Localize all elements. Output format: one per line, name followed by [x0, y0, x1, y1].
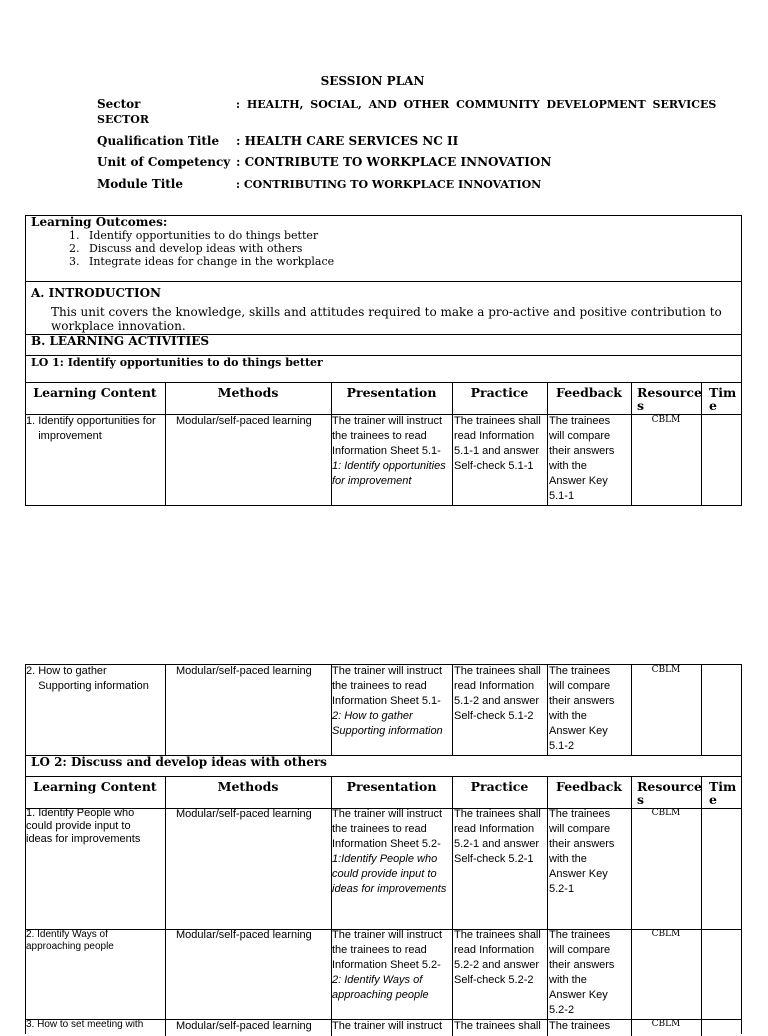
column-header-resources: Resource: [637, 779, 702, 794]
column-header-feedback: Feedback: [556, 385, 622, 400]
column-divider: [701, 664, 702, 755]
lo1-heading: LO 1: Identify opportunities to do things better: [31, 356, 323, 369]
divider: [25, 281, 742, 282]
table-row-content: 2. How to gather Supporting information: [26, 665, 149, 692]
column-header-resources: Resource: [637, 385, 702, 400]
unit-label: Unit of Competency: [97, 155, 231, 169]
learning-outcomes-heading: Learning Outcomes:: [31, 215, 168, 229]
divider: [25, 776, 742, 777]
table-row-practice: The trainees shall read Information 5.1-2 and answer Self-check 5.1-2: [454, 665, 541, 722]
learning-outcome-text: Discuss and develop ideas with others: [89, 242, 303, 255]
column-divider: [165, 664, 166, 755]
table-row-method: Modular/self-paced learning: [176, 808, 312, 820]
table-row-method: Modular/self-paced learning: [176, 929, 312, 941]
column-divider: [547, 776, 548, 1036]
table-row-feedback: The trainees will compare their answers with the Answer Key 5.2-2: [549, 929, 615, 1016]
table-row-method: Modular/self-paced learning: [176, 665, 312, 677]
introduction-text: This unit covers the knowledge, skills and attitudes required to make a pro-active and positive contribution to: [51, 305, 722, 319]
column-divider: [452, 664, 453, 755]
column-header-time: Tim: [709, 779, 737, 794]
learning-outcome-number: 3.: [69, 255, 80, 268]
qualification-value: : HEALTH CARE SERVICES NC II: [236, 134, 459, 148]
column-header-practice: Practice: [470, 779, 529, 794]
learning-activities-heading: B. LEARNING ACTIVITIES: [31, 334, 210, 348]
column-divider: [631, 382, 632, 506]
column-divider: [701, 382, 702, 506]
table-row-method: Modular/self-paced learning: [176, 1020, 312, 1032]
column-header-learning-content: Learning Content: [33, 385, 157, 400]
column-header-presentation: Presentation: [346, 779, 437, 794]
column-header-learning-content: Learning Content: [33, 779, 157, 794]
table-row-presentation: The trainer will instruct the trainees to read Information Sheet 5.2- 1:Identify People who could provide input to ideas for improvements: [332, 808, 447, 895]
table-row-feedback: The trainees will compare their answers with the Answer Key 5.1-1: [549, 415, 615, 502]
column-header-methods: Methods: [217, 385, 279, 400]
divider: [25, 382, 742, 383]
table-row-resource: CBLM: [651, 415, 681, 425]
table-row-feedback: The trainees: [549, 1020, 611, 1032]
column-header-practice: Practice: [470, 385, 529, 400]
table-row-resource: CBLM: [651, 1019, 681, 1029]
table-row-feedback: The trainees will compare their answers with the Answer Key 5.2-1: [549, 808, 615, 895]
table-row-presentation: The trainer will instruct: [332, 1020, 443, 1032]
table-row-practice: The trainees shall read Information 5.2-2 and answer Self-check 5.2-2: [454, 929, 541, 986]
column-header-resources-wrap: s: [637, 792, 645, 807]
column-divider: [165, 776, 166, 1036]
column-header-methods: Methods: [217, 779, 279, 794]
table-row-practice: The trainees shall read Information 5.1-1 and answer Self-check 5.1-1: [454, 415, 541, 472]
table-row-resource: CBLM: [651, 808, 681, 818]
table-row-presentation: The trainer will instruct the trainees to read Information Sheet 5.1- 1: Identify opportunities for improvement: [332, 415, 446, 487]
module-label: Module Title: [97, 177, 183, 191]
module-value: : CONTRIBUTING TO WORKPLACE INNOVATION: [236, 178, 542, 191]
table-row-presentation: The trainer will instruct the trainees to read Information Sheet 5.2- 2: Identify Ways of approaching people: [332, 929, 443, 1001]
sector-label: Sector: [97, 97, 141, 111]
column-divider: [701, 776, 702, 1036]
learning-outcome-text: Integrate ideas for change in the workplace: [89, 255, 335, 268]
qualification-label: Qualification Title: [97, 134, 220, 148]
column-header-time-wrap: e: [709, 792, 717, 807]
column-header-presentation: Presentation: [346, 385, 437, 400]
table-row-resource: CBLM: [651, 665, 681, 675]
learning-outcome-text: Identify opportunities to do things better: [89, 229, 319, 242]
learning-outcome-number: 2.: [69, 242, 80, 255]
table-row-feedback: The trainees will compare their answers with the Answer Key 5.1-2: [549, 665, 615, 752]
column-divider: [452, 776, 453, 1036]
column-header-resources-wrap: s: [637, 398, 645, 413]
lo2-heading: LO 2: Discuss and develop ideas with others: [31, 755, 327, 769]
document-title: SESSION PLAN: [320, 74, 425, 88]
introduction-heading: A. INTRODUCTION: [31, 286, 161, 300]
column-divider: [452, 382, 453, 506]
introduction-text-continued: workplace innovation.: [51, 319, 186, 333]
column-divider: [547, 382, 548, 506]
table-row-content: 3. How to set meeting with: [26, 1019, 144, 1030]
table-row-resource: CBLM: [651, 929, 681, 939]
table-row-method: Modular/self-paced learning: [176, 415, 312, 427]
column-header-time: Tim: [709, 385, 737, 400]
table-row-practice: The trainees shall read Information 5.2-1 and answer Self-check 5.2-1: [454, 808, 541, 865]
table-row-practice: The trainees shall: [454, 1020, 541, 1032]
column-divider: [547, 664, 548, 755]
sector-value-continued: SECTOR: [97, 113, 149, 126]
table-row-content: 2. Identify Ways of approaching people: [26, 929, 114, 952]
table-row-content: 1. Identify People who could provide input to ideas for improvements: [26, 807, 141, 845]
learning-outcome-number: 1.: [69, 229, 80, 242]
table-row-presentation: The trainer will instruct the trainees to read Information Sheet 5.1- 2: How to gather Supporting information: [332, 665, 443, 737]
column-header-time-wrap: e: [709, 398, 717, 413]
column-divider: [165, 382, 166, 506]
unit-value: : CONTRIBUTE TO WORKPLACE INNOVATION: [236, 155, 552, 169]
column-header-feedback: Feedback: [556, 779, 622, 794]
table-row-content: 1. Identify opportunities for improvement: [26, 415, 156, 442]
column-divider: [631, 664, 632, 755]
sector-value: : HEALTH, SOCIAL, AND OTHER COMMUNITY DEVELOPMENT SERVICES: [236, 98, 717, 111]
